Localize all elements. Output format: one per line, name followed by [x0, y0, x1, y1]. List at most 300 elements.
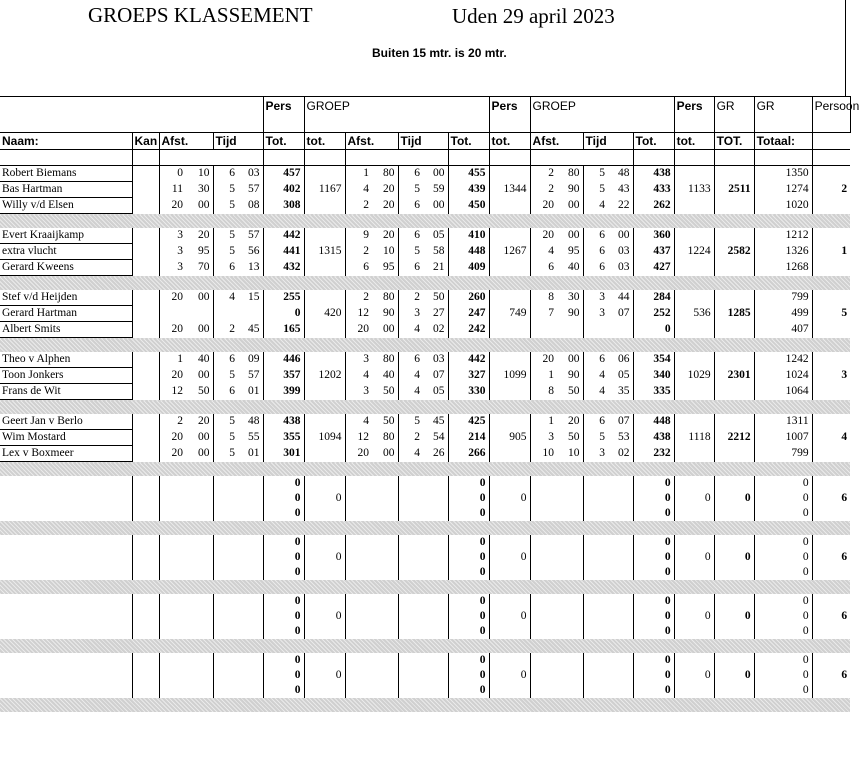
tijd-min: 3 [583, 290, 608, 306]
afst-whole: 2 [345, 244, 372, 260]
tijd-sec: 57 [248, 183, 260, 195]
pers-tot: 335 [633, 384, 674, 400]
tijd-min [213, 668, 238, 683]
tijd-min [213, 609, 238, 624]
group-separator [0, 698, 850, 712]
afst-frac: 10 [383, 245, 395, 257]
pers-tot: 0 [633, 609, 674, 624]
afst-frac: 95 [383, 261, 395, 273]
eind-rank [812, 352, 850, 368]
group-separator-cell [0, 462, 850, 477]
pers-tot: 0 [633, 565, 674, 580]
tijd-sec: 15 [248, 291, 260, 304]
afst-frac [557, 683, 583, 698]
col-tijd-3: Tijd [583, 133, 633, 150]
col-pers-3: Pers [674, 97, 714, 133]
afst-whole [530, 653, 557, 668]
afst-frac: 20 [568, 415, 580, 428]
tijd-min: 5 [213, 244, 238, 260]
groep-tot [304, 683, 345, 698]
afst-frac: 30 [568, 291, 580, 304]
persoon-totaal: 1274 [754, 182, 812, 198]
page-title: GROEPS KLASSEMENT [88, 3, 313, 27]
afst-frac: 80 [383, 291, 395, 304]
tijd-min [583, 653, 608, 668]
gr-tot: 536 [674, 306, 714, 322]
kan-cell [132, 565, 159, 580]
afst-whole: 1 [345, 166, 372, 182]
tijd-min [213, 476, 238, 491]
table-row [0, 594, 850, 609]
pers-tot: 455 [448, 166, 489, 182]
tijd-min [213, 624, 238, 639]
tijd-sec [238, 476, 263, 491]
kan-cell [132, 476, 159, 491]
tijd-min [583, 491, 608, 506]
afst-frac [557, 491, 583, 506]
tijd-sec [238, 594, 263, 609]
pers-tot: 247 [448, 306, 489, 322]
persoon-totaal: 0 [754, 594, 812, 609]
afst-whole: 3 [159, 244, 186, 260]
gr-total: 1285 [714, 306, 754, 322]
afst-whole [530, 535, 557, 550]
afst-frac [372, 565, 398, 580]
afst-whole: 1 [159, 352, 186, 368]
afst-frac [372, 683, 398, 698]
tijd-sec [608, 668, 633, 683]
afst-frac: 40 [568, 261, 580, 273]
gr-tot: 0 [674, 668, 714, 683]
afst-frac [557, 535, 583, 550]
table-row [0, 166, 850, 182]
player-name: Geert Jan v Berlo [0, 414, 132, 430]
tijd-sec: 54 [433, 431, 445, 443]
persoon-totaal: 0 [754, 683, 812, 698]
afst-frac: 00 [383, 447, 395, 459]
groep-tot: 1267 [489, 244, 530, 260]
pers-tot: 0 [263, 668, 304, 683]
groep-tot [304, 260, 345, 276]
table-row [0, 352, 850, 368]
afst-frac [186, 653, 213, 668]
afst-whole [530, 624, 557, 639]
tijd-min [398, 506, 423, 521]
pers-tot: 0 [263, 550, 304, 565]
afst-whole [159, 668, 186, 683]
tijd-sec: 26 [433, 447, 445, 459]
afst-whole: 20 [159, 322, 186, 338]
tijd-sec [238, 653, 263, 668]
tijd-sec: 59 [433, 183, 445, 195]
afst-whole [530, 322, 557, 338]
tijd-sec: 08 [248, 199, 260, 211]
groep-tot: 905 [489, 430, 530, 446]
blank-row [0, 150, 850, 166]
groep-tot [304, 322, 345, 338]
tijd-sec [608, 476, 633, 491]
gr-total [714, 476, 754, 491]
afst-whole: 3 [159, 260, 186, 276]
groep-tot [489, 624, 530, 639]
afst-whole [530, 609, 557, 624]
eind-rank: 6 [812, 491, 850, 506]
groep-tot: 1099 [489, 368, 530, 384]
groep-tot [489, 384, 530, 400]
table-row [0, 550, 850, 565]
eind-rank [812, 260, 850, 276]
group-separator [0, 521, 850, 535]
tijd-sec [423, 565, 448, 580]
afst-frac: 20 [383, 183, 395, 195]
eind-rank [812, 624, 850, 639]
persoon-totaal: 1024 [754, 368, 812, 384]
persoon-totaal: 1020 [754, 198, 812, 214]
persoon-totaal: 0 [754, 653, 812, 668]
pers-tot: 0 [633, 535, 674, 550]
afst-frac: 70 [198, 261, 210, 273]
persoon-totaal: 1007 [754, 430, 812, 446]
table-row [0, 624, 850, 639]
afst-frac [186, 624, 213, 639]
gr-tot: 1133 [674, 182, 714, 198]
header-row-2 [0, 133, 850, 150]
afst-frac [372, 594, 398, 609]
page-date: Uden 29 april 2023 [452, 4, 615, 28]
table-row [0, 430, 850, 446]
groep-tot [489, 446, 530, 462]
groep-tot [489, 565, 530, 580]
groep-tot [489, 414, 530, 430]
tijd-sec: 57 [248, 229, 260, 242]
tijd-min: 6 [583, 260, 608, 276]
tijd-sec [238, 506, 263, 521]
afst-whole: 7 [530, 306, 557, 322]
afst-whole: 20 [530, 352, 557, 368]
eind-rank [812, 683, 850, 698]
player-name: Gerard Hartman [0, 306, 132, 322]
gr-total [714, 384, 754, 400]
kan-cell [132, 624, 159, 639]
pers-tot: 360 [633, 228, 674, 244]
persoon-totaal: 1326 [754, 244, 812, 260]
tijd-sec: 56 [248, 245, 260, 257]
kan-cell [132, 198, 159, 214]
tijd-sec: 45 [433, 415, 445, 428]
persoon-totaal: 0 [754, 535, 812, 550]
tijd-min [213, 565, 238, 580]
groep-tot [489, 198, 530, 214]
kan-cell [132, 668, 159, 683]
afst-frac: 50 [568, 385, 580, 397]
tijd-min: 5 [213, 414, 238, 430]
tijd-min: 6 [213, 166, 238, 182]
gr-total: 2582 [714, 244, 754, 260]
afst-whole [159, 491, 186, 506]
afst-whole: 4 [345, 368, 372, 384]
col-gr-1: GR [714, 97, 754, 133]
tijd-sec [608, 506, 633, 521]
persoon-totaal: 799 [754, 290, 812, 306]
pers-tot: 266 [448, 446, 489, 462]
player-name [0, 668, 132, 683]
tijd-sec [608, 624, 633, 639]
afst-frac: 00 [198, 431, 210, 443]
groep-tot [304, 228, 345, 244]
gr-total [714, 535, 754, 550]
tijd-sec: 05 [433, 229, 445, 242]
pers-tot: 442 [448, 352, 489, 368]
pers-tot: 0 [448, 653, 489, 668]
tijd-sec [238, 668, 263, 683]
pers-tot: 0 [448, 594, 489, 609]
afst-whole: 2 [530, 182, 557, 198]
afst-frac: 20 [198, 415, 210, 428]
afst-frac [372, 624, 398, 639]
tijd-sec: 48 [248, 415, 260, 428]
tijd-min: 6 [583, 352, 608, 368]
tijd-sec [608, 491, 633, 506]
pers-tot: 427 [633, 260, 674, 276]
gr-tot [674, 384, 714, 400]
pers-tot: 437 [633, 244, 674, 260]
tijd-sec [608, 653, 633, 668]
groep-tot [489, 166, 530, 182]
player-name [0, 550, 132, 565]
afst-whole [345, 506, 372, 521]
kan-cell [132, 506, 159, 521]
player-name: Frans de Wit [0, 384, 132, 400]
tijd-sec: 45 [248, 323, 260, 335]
group-separator [0, 338, 850, 353]
afst-whole: 11 [159, 182, 186, 198]
afst-whole [159, 683, 186, 698]
persoon-totaal: 0 [754, 668, 812, 683]
kan-cell [132, 352, 159, 368]
tijd-min [213, 506, 238, 521]
pers-tot: 0 [633, 668, 674, 683]
afst-frac [372, 476, 398, 491]
groep-tot: 0 [489, 550, 530, 565]
tijd-sec [238, 491, 263, 506]
gr-tot [674, 594, 714, 609]
tijd-sec: 09 [248, 353, 260, 366]
tijd-sec: 00 [433, 199, 445, 211]
tijd-sec [608, 683, 633, 698]
tijd-min: 3 [583, 306, 608, 322]
kan-cell [132, 260, 159, 276]
kan-cell [132, 653, 159, 668]
afst-whole [530, 668, 557, 683]
afst-whole: 4 [345, 182, 372, 198]
col-tot-1: Tot. [263, 133, 304, 150]
afst-whole [345, 550, 372, 565]
gr-total [714, 565, 754, 580]
afst-frac [186, 491, 213, 506]
afst-frac [186, 594, 213, 609]
pers-tot: 0 [448, 668, 489, 683]
groep-tot [304, 290, 345, 306]
tijd-min [583, 683, 608, 698]
table-row [0, 446, 850, 462]
tijd-min: 2 [398, 290, 423, 306]
eind-rank [812, 228, 850, 244]
pers-tot: 0 [263, 491, 304, 506]
tijd-min: 4 [398, 384, 423, 400]
persoon-totaal: 499 [754, 306, 812, 322]
player-name [0, 491, 132, 506]
pers-tot: 354 [633, 352, 674, 368]
player-name: Willy v/d Elsen [0, 198, 132, 214]
tijd-min [583, 609, 608, 624]
pers-tot: 262 [633, 198, 674, 214]
tijd-min [398, 550, 423, 565]
tijd-min [213, 653, 238, 668]
kan-cell [132, 535, 159, 550]
pers-tot: 0 [263, 609, 304, 624]
tijd-sec [238, 550, 263, 565]
table-row [0, 506, 850, 521]
tijd-min [213, 306, 238, 322]
tijd-sec [423, 624, 448, 639]
afst-whole: 2 [345, 290, 372, 306]
tijd-min: 5 [213, 198, 238, 214]
afst-whole: 20 [159, 368, 186, 384]
pers-tot: 0 [448, 550, 489, 565]
pers-tot: 0 [263, 683, 304, 698]
afst-frac: 20 [198, 229, 210, 242]
gr-total: 2301 [714, 368, 754, 384]
table-row [0, 228, 850, 244]
afst-whole: 12 [159, 384, 186, 400]
afst-frac [186, 609, 213, 624]
table-row [0, 535, 850, 550]
pers-tot: 410 [448, 228, 489, 244]
pers-tot: 448 [633, 414, 674, 430]
afst-whole: 12 [345, 430, 372, 446]
persoon-totaal: 0 [754, 491, 812, 506]
gr-total [714, 414, 754, 430]
groep-tot [304, 198, 345, 214]
group-separator-cell [0, 338, 850, 353]
gr-total [714, 228, 754, 244]
tijd-min [583, 322, 608, 338]
tijd-sec: 01 [248, 385, 260, 397]
col-tot-3: Tot. [633, 133, 674, 150]
tijd-sec [423, 683, 448, 698]
tijd-min [398, 476, 423, 491]
tijd-sec: 03 [618, 245, 630, 257]
pers-tot: 327 [448, 368, 489, 384]
groep-tot: 0 [304, 491, 345, 506]
afst-whole [345, 565, 372, 580]
afst-frac [557, 624, 583, 639]
tijd-min: 4 [583, 198, 608, 214]
group-separator [0, 462, 850, 477]
tijd-sec: 02 [433, 323, 445, 335]
tijd-min: 4 [398, 322, 423, 338]
gr-total [714, 260, 754, 276]
tijd-min: 5 [583, 166, 608, 182]
tijd-sec: 03 [433, 353, 445, 366]
groep-tot [304, 535, 345, 550]
col-groep-1: GROEP [304, 97, 489, 133]
tijd-sec: 53 [618, 431, 630, 443]
tijd-min [398, 594, 423, 609]
gr-tot [674, 322, 714, 338]
tijd-min: 6 [398, 166, 423, 182]
pers-tot: 242 [448, 322, 489, 338]
gr-total [714, 198, 754, 214]
afst-whole [159, 565, 186, 580]
afst-frac: 20 [383, 199, 395, 211]
afst-frac [372, 506, 398, 521]
player-name [0, 624, 132, 639]
tijd-min: 6 [583, 414, 608, 430]
table-row [0, 260, 850, 276]
group-separator-cell [0, 214, 850, 229]
kan-cell [132, 306, 159, 322]
afst-whole: 8 [530, 384, 557, 400]
tijd-sec [608, 594, 633, 609]
groep-tot [304, 476, 345, 491]
tijd-min [398, 683, 423, 698]
afst-whole: 20 [345, 446, 372, 462]
gr-tot [674, 166, 714, 182]
gr-total [714, 166, 754, 182]
tijd-sec [423, 594, 448, 609]
gr-tot: 0 [674, 609, 714, 624]
afst-whole [530, 594, 557, 609]
tijd-sec: 27 [433, 307, 445, 319]
table-row [0, 368, 850, 384]
groep-tot: 1315 [304, 244, 345, 260]
groep-tot [489, 683, 530, 698]
pers-tot: 0 [633, 476, 674, 491]
table-row [0, 182, 850, 198]
tijd-min: 6 [398, 228, 423, 244]
persoon-totaal: 0 [754, 624, 812, 639]
tijd-sec: 05 [618, 369, 630, 381]
pers-tot: 409 [448, 260, 489, 276]
table-row [0, 683, 850, 698]
persoon-totaal: 1311 [754, 414, 812, 430]
group-separator-cell [0, 400, 850, 415]
tijd-min [398, 668, 423, 683]
pers-tot: 0 [633, 491, 674, 506]
groep-tot [489, 535, 530, 550]
gr-tot [674, 260, 714, 276]
tijd-min: 4 [583, 368, 608, 384]
gr-total [714, 506, 754, 521]
kan-cell [132, 322, 159, 338]
tijd-sec [423, 653, 448, 668]
tijd-sec [423, 491, 448, 506]
tijd-sec [423, 609, 448, 624]
groep-tot [304, 653, 345, 668]
pers-tot: 0 [448, 624, 489, 639]
pers-tot: 232 [633, 446, 674, 462]
eind-rank [812, 506, 850, 521]
afst-whole: 2 [159, 414, 186, 430]
groep-tot: 0 [489, 491, 530, 506]
pers-tot: 260 [448, 290, 489, 306]
afst-frac: 90 [568, 307, 580, 319]
tijd-min: 5 [398, 414, 423, 430]
eind-rank: 6 [812, 609, 850, 624]
pers-tot: 0 [633, 322, 674, 338]
tijd-min [583, 476, 608, 491]
